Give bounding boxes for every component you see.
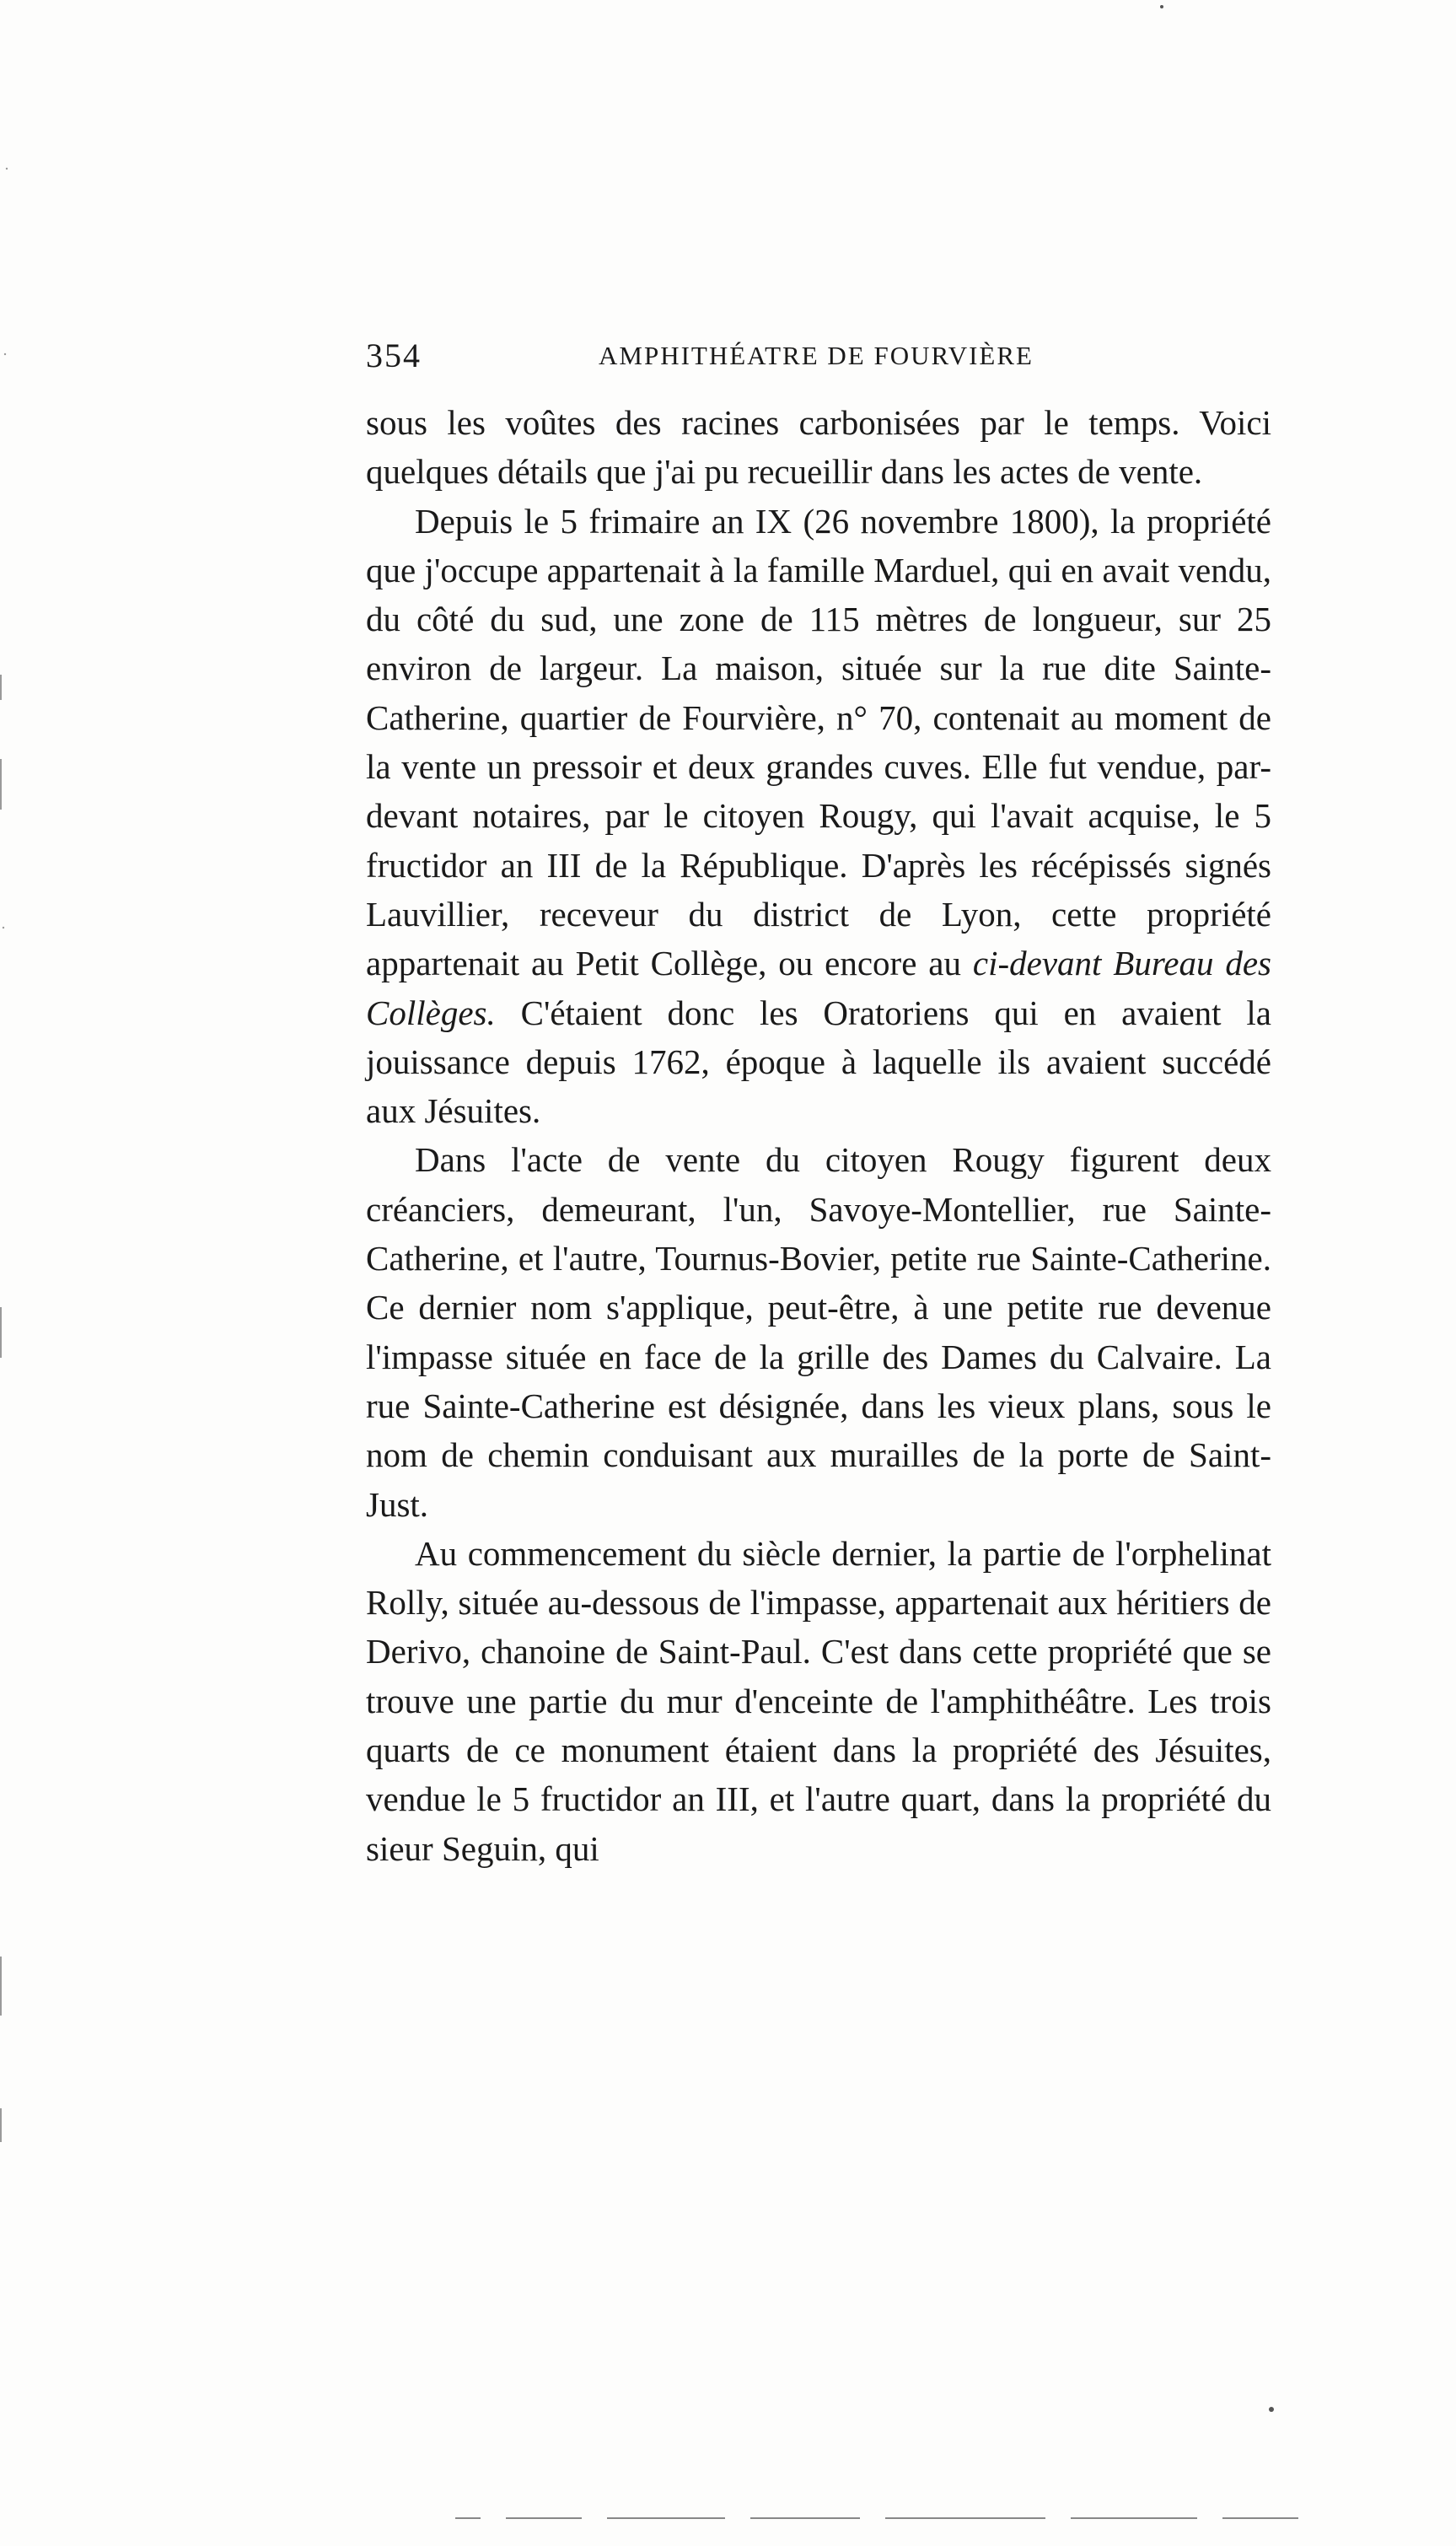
- body-text: [366, 398, 1271, 1873]
- left-margin-specks: [0, 168, 8, 2142]
- paragraph-3: [366, 1135, 1271, 1528]
- paragraph-1-text: sous les voûtes des racines carbonisées par le temps. Voici quelques détails que j'ai pu recueillir dans les actes de vente.: [366, 403, 1271, 492]
- paragraph-3-text: Dans l'acte de vente du citoyen Rougy figurent deux créanciers, demeurant, l'un, Savoye-Montellier, rue Sainte-Catherine, et l'autre, Tournus-Bovier, petite rue Sainte-Catherine. Ce dernier nom s'applique, peut-être, à une petite rue devenue l'impasse située en face de la grille des Dames du Calvaire. La rue Sainte-Catherine est désignée, dans les vieux plans, sous le nom de chemin conduisant aux murailles de la porte de Saint-Just.: [366, 1140, 1271, 1524]
- paragraph-2: [366, 497, 1271, 1136]
- page-header: [366, 336, 1296, 386]
- paragraph-2-italic: ci-devant Bureau des Collèges.: [366, 944, 1271, 1032]
- paragraph-4: [366, 1529, 1271, 1873]
- paragraph-1: [366, 398, 1271, 497]
- running-title: AMPHITHÉATRE DE FOURVIÈRE: [599, 341, 1034, 370]
- paragraph-4-text: Au commencement du siècle dernier, la partie de l'orphelinat Rolly, située au-dessous de l'impasse, appartenait aux héritiers de Derivo, chanoine de Saint-Paul. C'est dans cette propriété que se trouve une partie du mur d'enceinte de l'amphithéâtre. Les trois quarts de ce monument étaient dans la propriété des Jésuites, vendue le 5 fructidor an III, et l'autre quart, dans la propriété du sieur Seguin, qui: [366, 1533, 1271, 1868]
- page-number: 354: [366, 336, 422, 374]
- bottom-edge-marks: [455, 2517, 1307, 2519]
- paragraph-2-text-after: C'étaient donc les Oratoriens qui en avaient la jouissance depuis 1762, époque à laquelle ils avaient succédé aux Jésuites.: [366, 993, 1271, 1131]
- paragraph-2-text-before: Depuis le 5 frimaire an IX (26 novembre 1800), la propriété que j'occupe appartenait à la famille Marduel, qui en avait vendu, du côté du sud, une zone de 115 mètres de longueur, sur 25 environ de largeur. La maison, située sur la rue dite Sainte-Catherine, quartier de Fourvière, n° 70, contenait au moment de la vente un pressoir et deux grandes cuves. Elle fut vendue, par-devant notaires, par le citoyen Rougy, qui l'avait acquise, le 5 fructidor an III de la République. D'après les récépissés signés Lauvillier, receveur du district de Lyon, cette propriété appartenait au Petit Collège, ou encore au: [366, 501, 1271, 983]
